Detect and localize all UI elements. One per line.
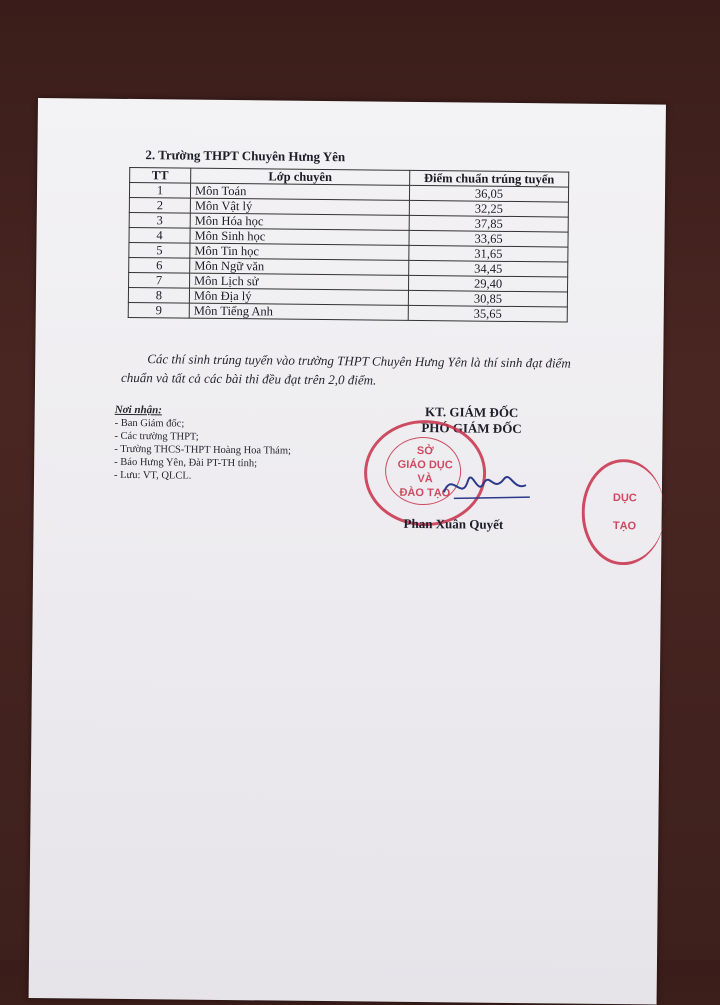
seal-text-line: ĐÀO TẠO [399,486,451,500]
row-subject: Môn Lịch sử [190,273,409,290]
seal-text-line: GIÁO DỤC [397,458,453,472]
recipients-title: Nơi nhận: [114,403,162,417]
row-score: 33,65 [409,230,568,247]
document-page [29,98,666,1005]
admission-score-table [128,167,570,323]
row-score: 32,25 [409,200,568,217]
recipient-item: - Trường THCS-THPT Hoàng Hoa Thám; [114,443,292,457]
row-subject: Môn Tin học [190,243,409,260]
row-score: 37,85 [409,215,568,232]
row-subject: Môn Sinh học [190,228,409,245]
row-score: 29,40 [409,275,568,292]
row-tt: 4 [129,227,190,243]
section-title: 2. Trường THPT Chuyên Hưng Yên [145,147,346,165]
row-tt: 6 [129,257,190,273]
row-score: 34,45 [409,260,568,277]
row-subject: Môn Vật lý [190,198,409,215]
row-tt: 1 [129,182,190,198]
handwritten-signature [434,462,535,513]
admission-note: Các thí sinh trúng tuyển vào trường THPT Chuyên Hưng Yên là thí sinh đạt điểm chuẩn và tất cả các bài thi đều đạt trên 2,0 điểm. [121,351,571,388]
recipient-item: - Lưu: VT, QLCL. [113,469,192,482]
recipient-item: - Các trường THPT; [114,430,199,443]
side-seal-text: DỤC [612,492,637,505]
row-score: 30,85 [408,290,567,307]
row-tt: 9 [128,302,189,318]
row-score: 35,65 [408,305,567,322]
signature-title-line2: PHÓ GIÁM ĐỐC [421,420,522,437]
row-tt: 3 [129,212,190,228]
row-tt: 2 [129,197,190,213]
row-subject: Môn Toán [190,183,409,200]
row-tt: 5 [129,242,190,258]
recipient-item: - Báo Hưng Yên, Đài PT-TH tỉnh; [114,456,258,470]
header-subject: Lớp chuyên [191,168,410,185]
side-seal-text: TẠO [612,520,637,533]
recipients-block [114,404,291,484]
seal-text-line: VÀ [417,472,433,486]
header-score: Điểm chuẩn trúng tuyển [410,170,569,187]
row-score: 36,05 [409,185,568,202]
row-subject: Môn Hóa học [190,213,409,230]
recipient-item: - Ban Giám đốc; [114,417,185,430]
seal-text-line: SỞ [416,444,434,458]
row-tt: 7 [129,272,190,288]
row-subject: Môn Tiếng Anh [189,303,408,320]
row-tt: 8 [128,287,189,303]
signer-name: Phan Xuân Quyết [403,515,504,532]
row-subject: Môn Ngữ văn [190,258,409,275]
row-score: 31,65 [409,245,568,262]
row-subject: Môn Địa lý [189,288,408,305]
side-seal-fragment [581,459,665,566]
signature-title-line1: KT. GIÁM ĐỐC [425,404,519,421]
header-tt: TT [130,167,191,183]
